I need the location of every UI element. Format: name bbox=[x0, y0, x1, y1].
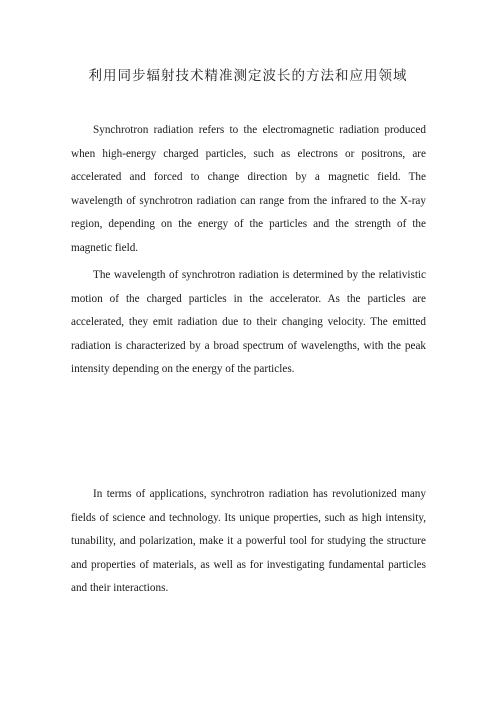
paragraph-wavelength-determination: The wavelength of synchrotron radiation is determined by the relativistic motion of the charged particles in the accelerator. As the particles are accelerated, they emit radiation due to their changing velocity. The emitted radiation is characterized by a broad spectrum of wavelengths, with the peak intensity depending on the energy of the particles. bbox=[71, 269, 426, 376]
paragraph-synchrotron-definition: Synchrotron radiation refers to the electromagnetic radiation produced when high-energy charged particles, such as electrons or positrons, are accelerated and forced to change direction by a magnetic field. The wavelength of synchrotron radiation can range from the infrared to the X-ray region, depending on the energy of the particles and the strength of the magnetic field. bbox=[71, 124, 426, 254]
document-title: 利用同步辐射技术精准测定波长的方法和应用领域 bbox=[88, 68, 408, 84]
paragraph-applications: In terms of applications, synchrotron radiation has revolutionized many fields of science and technology. Its unique properties, such as high intensity, tunability, and polarization, make it a powerful tool for studying the structure and properties of materials, as well as for investigating fundamental particles and their interactions. bbox=[71, 488, 426, 595]
